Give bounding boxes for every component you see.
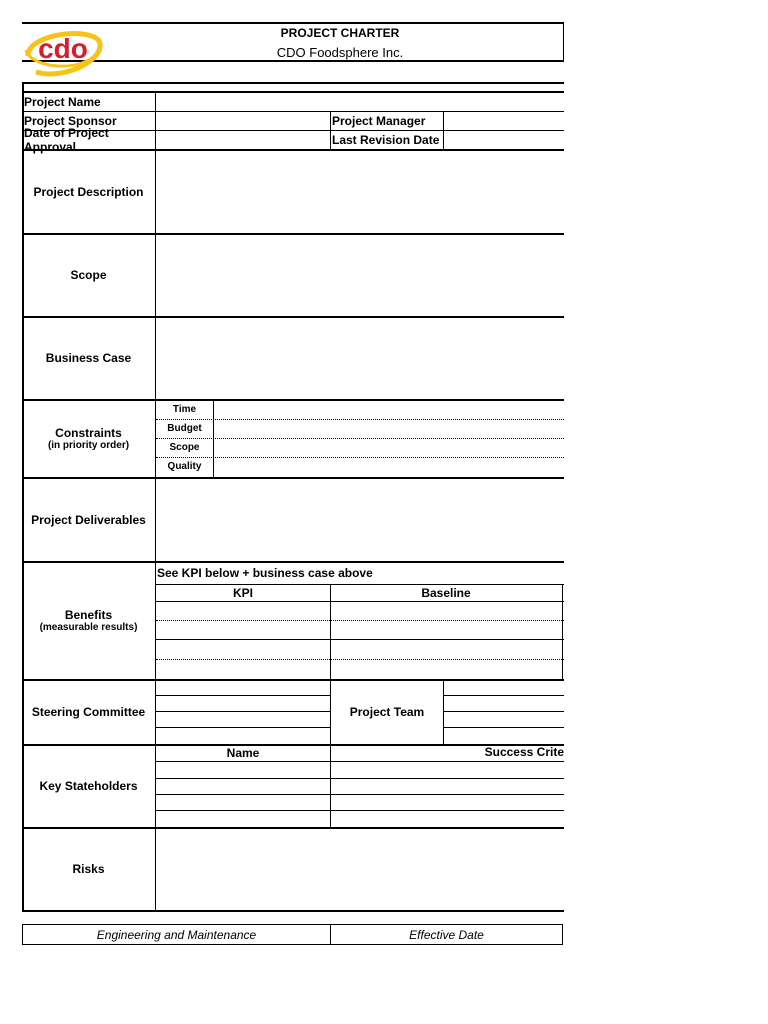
row-divider (443, 695, 564, 696)
scope-label: Scope (70, 268, 107, 282)
row-divider (156, 761, 564, 762)
constraint-quality: Quality (167, 461, 202, 472)
row-divider (156, 778, 564, 779)
scope-field[interactable] (156, 234, 564, 316)
row-divider (156, 727, 330, 728)
stakeholder-name-header: Name (226, 746, 260, 760)
row-divider (156, 695, 330, 696)
col-divider (330, 111, 331, 149)
cdo-logo (22, 22, 104, 78)
business-case-label: Business Case (45, 351, 132, 365)
document-title: PROJECT CHARTER (280, 26, 400, 40)
stakeholders-label: Key Stateholders (39, 779, 138, 793)
project-team-label: Project Team (349, 705, 425, 719)
col-divider (443, 680, 444, 744)
deliverables-label: Project Deliverables (31, 512, 146, 527)
row-divider (156, 601, 564, 602)
row-divider (156, 620, 564, 621)
benefits-label-block (22, 562, 155, 679)
constraints-sublabel: (in priority order) (47, 440, 130, 451)
benefits-label: Benefits (64, 608, 113, 622)
constraint-scope: Scope (169, 442, 200, 453)
row-divider (156, 639, 564, 640)
project-manager-label: Project Manager (332, 113, 426, 128)
baseline-header: Baseline (421, 585, 471, 600)
row-divider (156, 419, 564, 420)
approval-date-label: Date of Project Approval (24, 125, 109, 154)
deliverables-field[interactable] (156, 478, 564, 561)
row-divider (156, 711, 330, 712)
col-divider (330, 745, 331, 827)
benefits-note: See KPI below + business case above (157, 566, 373, 580)
company-name: CDO Foodsphere Inc. (276, 44, 404, 60)
revision-date-label: Last Revision Date (332, 132, 440, 147)
benefits-sublabel: (measurable results) (39, 622, 138, 633)
steering-committee-label: Steering Committee (31, 705, 146, 719)
project-name-label: Project Name (24, 94, 101, 109)
col-divider (443, 111, 444, 149)
project-description-label: Project Description (33, 184, 144, 199)
project-sponsor-label: Project Sponsor (24, 113, 117, 128)
risks-field[interactable] (156, 828, 564, 910)
footer-department: Engineering and Maintenance (96, 927, 257, 942)
row-divider (156, 794, 564, 795)
risks-label: Risks (72, 862, 105, 876)
constraint-budget: Budget (167, 423, 202, 434)
business-case-field[interactable] (156, 317, 564, 399)
constraints-label: Constraints (55, 426, 122, 440)
row-divider (156, 438, 564, 439)
constraints-label-block (22, 400, 155, 477)
constraint-time: Time (172, 404, 197, 415)
row-divider (156, 810, 564, 811)
row-divider (443, 711, 564, 712)
table-bottom-border (22, 910, 564, 912)
success-criteria-header: Success Crite (484, 745, 564, 759)
table-top-border (22, 82, 564, 84)
kpi-header: KPI (232, 585, 253, 600)
col-divider (330, 584, 331, 679)
project-description-field[interactable] (156, 150, 564, 233)
row-divider (156, 659, 564, 660)
row-divider (443, 727, 564, 728)
logo-text: cdo (38, 33, 88, 64)
col-divider (562, 584, 563, 679)
row-divider (156, 457, 564, 458)
footer-effective-date: Effective Date (409, 927, 484, 942)
